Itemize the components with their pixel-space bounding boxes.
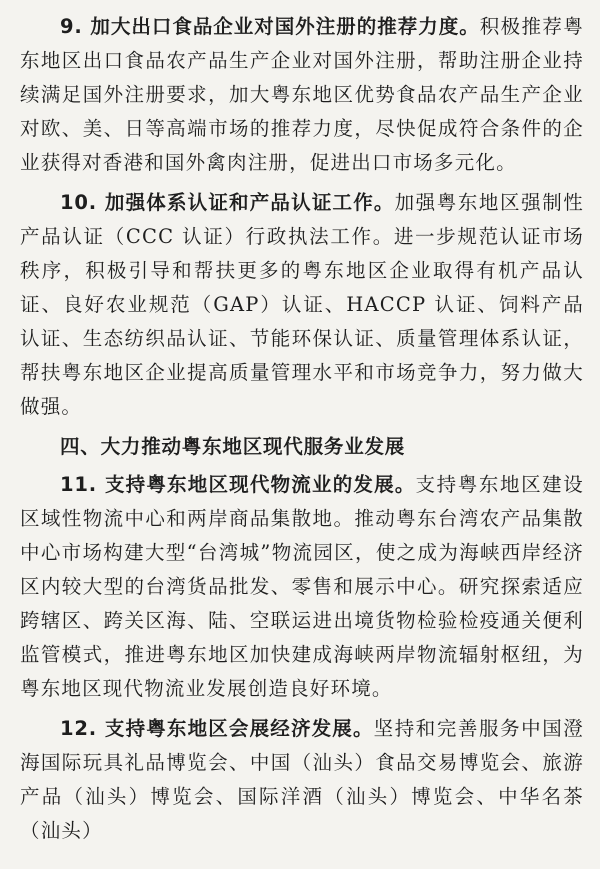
paragraph-10-heading: 10. 加强体系认证和产品认证工作。 xyxy=(60,191,395,214)
section-4-heading xyxy=(20,430,584,464)
paragraph-12-body: 坚持和完善服务中国澄海国际玩具礼品博览会、中国（汕头）食品交易博览会、旅游产品（汕头）博览会、国际洋酒（汕头）博览会、中华名茶（汕头） xyxy=(20,717,584,842)
paragraph-9-body: 积极推荐粤东地区出口食品农产品生产企业对国外注册，帮助注册企业持续满足国外注册要求，加大粤东地区优势食品农产品生产企业对欧、美、日等高端市场的推荐力度，尽快促成符合条件的企业获得对香港和国外禽肉注册，促进出口市场多元化。 xyxy=(20,15,584,174)
paragraph-10 xyxy=(20,186,584,424)
paragraph-9 xyxy=(20,10,584,180)
paragraph-9-heading: 9. 加大出口食品企业对国外注册的推荐力度。 xyxy=(60,15,480,38)
paragraph-11-body: 支持粤东地区建设区域性物流中心和两岸商品集散地。推动粤东台湾农产品集散中心市场构建大型“台湾城”物流园区，使之成为海峡西岸经济区内较大型的台湾货品批发、零售和展示中心。研究探索适应跨辖区、跨关区海、陆、空联运进出境货物检验检疫通关便利监管模式，推进粤东地区加快建成海峡两岸物流辐射枢纽，为粤东地区现代物流业发展创造良好环境。 xyxy=(20,473,584,700)
section-4-title: 四、大力推动粤东地区现代服务业发展 xyxy=(60,435,406,458)
paragraph-10-body: 加强粤东地区强制性产品认证（CCC 认证）行政执法工作。进一步规范认证市场秩序，积极引导和帮扶更多的粤东地区企业取得有机产品认证、良好农业规范（GAP）认证、HACCP 认证、饲料产品认证、生态纺织品认证、节能环保认证、质量管理体系认证，帮扶粤东地区企业提高质量管理水平和市场竞争力，努力做大做强。 xyxy=(20,191,584,418)
paragraph-12 xyxy=(20,712,584,848)
paragraph-11-heading: 11. 支持粤东地区现代物流业的发展。 xyxy=(60,473,416,496)
paragraph-11 xyxy=(20,468,584,706)
paragraph-12-heading: 12. 支持粤东地区会展经济发展。 xyxy=(60,717,374,740)
